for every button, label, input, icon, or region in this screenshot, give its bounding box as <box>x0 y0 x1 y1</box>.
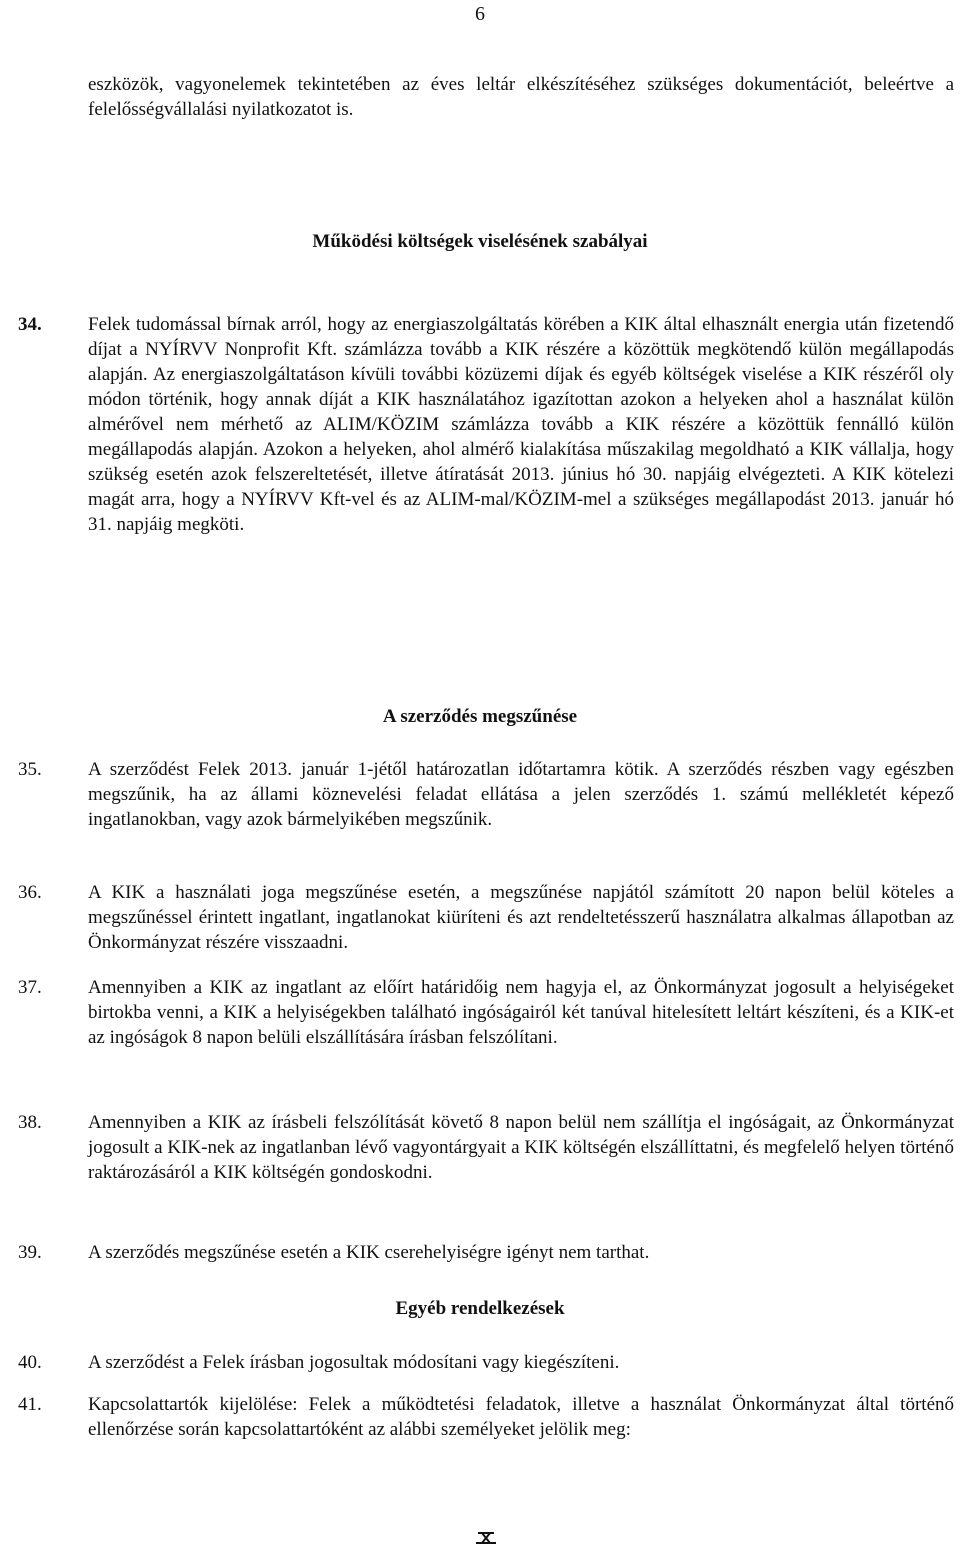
clause-text: Amennyiben a KIK az ingatlant az előírt határidőig nem hagyja el, az Önkormányzat jogosult a helyiségeket birtokba venni, a KIK a helyiségekben található ingóságairól két tanúval hitelesített leltárt készíteni, és a KIK-et az ingóságok 8 napon belüli elszállítására írásban felszólítani. <box>88 977 954 1048</box>
page-number: 6 <box>475 3 485 25</box>
clause-number: 41. <box>18 1394 42 1415</box>
clause-40 <box>18 1350 954 1375</box>
clause-text: Amennyiben a KIK az írásbeli felszólítását követő 8 napon belül nem szállítja el ingóságait, az Önkormányzat jogosult a KIK-nek az ingatlanban lévő vagyontárgyait a KIK költségén elszállíttatni, és megfelelő helyen történő raktározásáról a KIK költségén gondoskodni. <box>88 1112 954 1183</box>
section-heading-operating-costs: Működési költségek viselésének szabályai <box>312 231 648 252</box>
clause-text: Felek tudomással bírnak arról, hogy az energiaszolgáltatás körében a KIK által elhasznált energia után fizetendő díjat a NYÍRVV Nonprofit Kft. számlázza tovább a KIK részére a közöttük megkötendő külön megállapodás alapján. Az energiaszolgáltatáson kívüli további közüzemi díjak és egyéb költségek viselése a KIK részéről oly módon történik, hogy annak díját a KIK használatához igazítottan azokon a helyeken ahol a használat külön almérővel nem mérhető az ALIM/KÖZIM számlázza tovább a KIK részére a közöttük fennálló külön megállapodás alapján. Azokon a helyeken, ahol almérő kialakítása műszakilag megoldható a KIK vállalja, hogy szükség esetén azok felszereltetését, illetve átíratását 2013. június hó 30. napjáig elvégezteti. A KIK kötelezi magát arra, hogy a NYÍRVV Kft-vel és az ALIM-mal/KÖZIM-mel a szükséges megállapodást 2013. január hó 31. napjáig megköti. <box>88 314 954 535</box>
clause-number: 39. <box>18 1242 42 1263</box>
clause-38 <box>18 1110 954 1185</box>
clause-number: 37. <box>18 977 42 998</box>
clause-text: A szerződés megszűnése esetén a KIK cserehelyiségre igényt nem tarthat. <box>88 1242 650 1263</box>
clause-text: A szerződést a Felek írásban jogosultak módosítani vagy kiegészíteni. <box>88 1352 620 1373</box>
clause-36 <box>18 880 954 955</box>
intro-paragraph: eszközök, vagyonelemek tekintetében az éves leltár elkészítéséhez szükséges dokumentációt, beleértve a felelősségvállalási nyilatkozatot is. <box>88 74 954 120</box>
clause-34 <box>18 312 954 537</box>
clause-35 <box>18 757 954 832</box>
clause-text: A szerződést Felek 2013. január 1-jétől határozatlan időtartamra kötik. A szerződés részben vagy egészben megszűnik, ha az állami köznevelési feladat ellátása a jelen szerződés 1. számú mellékletét képező ingatlanokban, vagy azok bármelyikében megszűnik. <box>88 759 954 830</box>
scan-mark-icon <box>466 1530 506 1546</box>
clause-37 <box>18 975 954 1050</box>
clause-number: 34. <box>18 314 42 335</box>
clause-text: Kapcsolattartók kijelölése: Felek a működtetési feladatok, illetve a használat Önkormányzat által történő ellenőrzése során kapcsolattartóként az alábbi személyeket jelölik meg: <box>88 1394 954 1440</box>
section-heading-termination: A szerződés megszűnése <box>382 706 578 727</box>
clause-number: 35. <box>18 759 42 780</box>
clause-number: 36. <box>18 882 42 903</box>
section-heading-other-provisions: Egyéb rendelkezések <box>395 1298 565 1319</box>
clause-text: A KIK a használati joga megszűnése esetén, a megszűnése napjától számított 20 napon belül köteles a megszűnéssel érintett ingatlant, ingatlanokat kiüríteni és azt rendeltetésszerű használatra alkalmas állapotban az Önkormányzat részére visszaadni. <box>88 882 954 953</box>
clause-number: 38. <box>18 1112 42 1133</box>
clause-39 <box>18 1240 954 1265</box>
clause-number: 40. <box>18 1352 42 1373</box>
clause-41 <box>18 1392 954 1442</box>
